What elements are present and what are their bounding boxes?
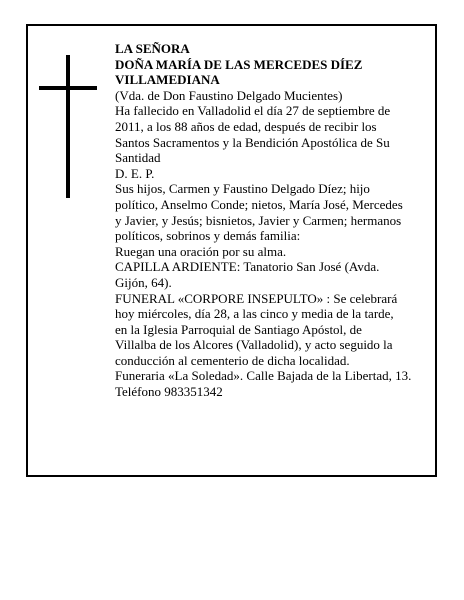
wake-location-line: Gijón, 64).: [115, 274, 172, 290]
family-line: y Javier, y Jesús; bisnietos, Javier y Carmen; hermanos: [115, 212, 402, 228]
widow-of-line: (Vda. de Don Faustino Delgado Mucientes): [115, 87, 343, 103]
funeral-details-line: en la Iglesia Parroquial de Santiago Apóstol, de: [115, 321, 362, 337]
death-announcement-line: Santidad: [115, 150, 161, 166]
deceased-name-line-1: DOÑA MARÍA DE LAS MERCEDES DÍEZ: [115, 56, 363, 72]
prayer-request-line: Ruegan una oración por su alma.: [115, 243, 287, 259]
phone-line: Teléfono 983351342: [115, 384, 223, 400]
cross-horizontal-bar: [39, 86, 97, 90]
notice-text: [115, 41, 437, 400]
family-line: Sus hijos, Carmen y Faustino Delgado Díez; hijo: [115, 181, 370, 197]
death-announcement-line: 2011, a los 88 años de edad, después de recibir los: [115, 118, 377, 134]
funeral-details-line: Villalba de los Alcores (Valladolid), y acto seguido la: [115, 337, 393, 353]
obituary-notice: [26, 24, 437, 477]
funeral-details-line: hoy miércoles, día 28, a las cinco y media de la tarde,: [115, 306, 394, 322]
cross-vertical-bar: [66, 55, 70, 198]
notice-title: LA SEÑORA: [115, 41, 190, 56]
funeral-details-line: conducción al cementerio de dicha localidad.: [115, 352, 350, 368]
funeral-home-line: Funeraria «La Soledad». Calle Bajada de la Libertad, 13.: [115, 368, 412, 384]
deceased-name-line-2: VILLAMEDIANA: [115, 72, 220, 88]
wake-location-line: CAPILLA ARDIENTE: Tanatorio San José (Avda.: [115, 259, 380, 275]
rip-line: D. E. P.: [115, 165, 155, 181]
death-announcement-line: Ha fallecido en Valladolid el día 27 de septiembre de: [115, 103, 391, 119]
family-line: político, Anselmo Conde; nietos, María José, Mercedes: [115, 196, 403, 212]
funeral-details-line: FUNERAL «CORPORE INSEPULTO» : Se celebrará: [115, 290, 398, 306]
family-line: políticos, sobrinos y demás familia:: [115, 228, 301, 244]
death-announcement-line: Santos Sacramentos y la Bendición Apostólica de Su: [115, 134, 390, 150]
latin-cross-icon: [39, 55, 97, 198]
